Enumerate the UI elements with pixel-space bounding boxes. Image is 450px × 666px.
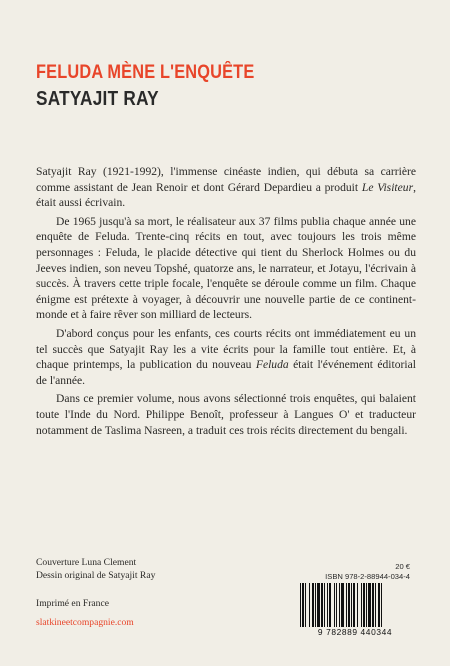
blurb-text: était l'événement éditorial de l'année. xyxy=(36,358,416,387)
blurb-text: D'abord conçus pour les enfants, ces courts récits ont immédiatement eu un tel succès que Satyajit Ray les a vite écrits pour la famille tout entière. Et, à chaque printemps, la publication du nouveau xyxy=(36,326,416,372)
isbn: ISBN 978-2-88944-034-4 xyxy=(325,572,410,581)
barcode xyxy=(298,583,412,627)
blurb-paragraph xyxy=(36,164,416,211)
blurb-paragraph xyxy=(36,326,416,388)
cover-credit: Couverture Luna Clement xyxy=(36,557,137,568)
series-title: Feluda xyxy=(255,358,289,372)
film-title: Le Visiteur xyxy=(361,180,414,194)
barcode-digits: 9 782889 440344 xyxy=(317,627,393,637)
book-author: SATYAJIT RAY xyxy=(36,88,159,110)
publisher-website[interactable]: slatkineetcompagnie.com xyxy=(36,617,134,628)
blurb-paragraph: Dans ce premier volume, nous avons sélectionné trois enquêtes, qui balaient toute l'Inde du Nord. Philippe Benoît, professeur à Langues O' et traducteur notamment de Taslima Nasreen, a traduit ces trois récits directement du bengali. xyxy=(36,392,416,437)
back-cover-blurb xyxy=(36,164,416,441)
blurb-text: Satyajit Ray (1921-1992), l'immense cinéaste indien, qui débuta sa carrière comme assistant de Jean Renoir et dont Gérard Depardieu a produit xyxy=(36,165,416,194)
printed-in: Imprimé en France xyxy=(36,598,109,609)
price: 20 € xyxy=(395,562,410,571)
book-title: FELUDA MÈNE L'ENQUÊTE xyxy=(36,62,255,83)
credits xyxy=(36,556,155,582)
blurb-text: , était aussi écrivain. xyxy=(36,180,416,210)
drawing-credit: Dessin original de Satyajit Ray xyxy=(36,570,156,581)
blurb-paragraph: De 1965 jusqu'à sa mort, le réalisateur aux 37 films publia chaque année une enquête de Feluda. Trente-cinq récits en tout, avec toujours les trois même personnages : Feluda, le placide détective qui tient du Sherlock Holmes ou du Jeeves indien, son neveu Topshé, quatorze ans, le narrateur, et Jotayu, l'écrivain à succès. À travers cette triple focale, l'enquête se déroule comme un film. Chaque énigme est prétexte à voyager, à découvrir une nouvelle partie de ce continent-monde et à faire rêver son milliard de lecteurs. xyxy=(36,214,416,322)
